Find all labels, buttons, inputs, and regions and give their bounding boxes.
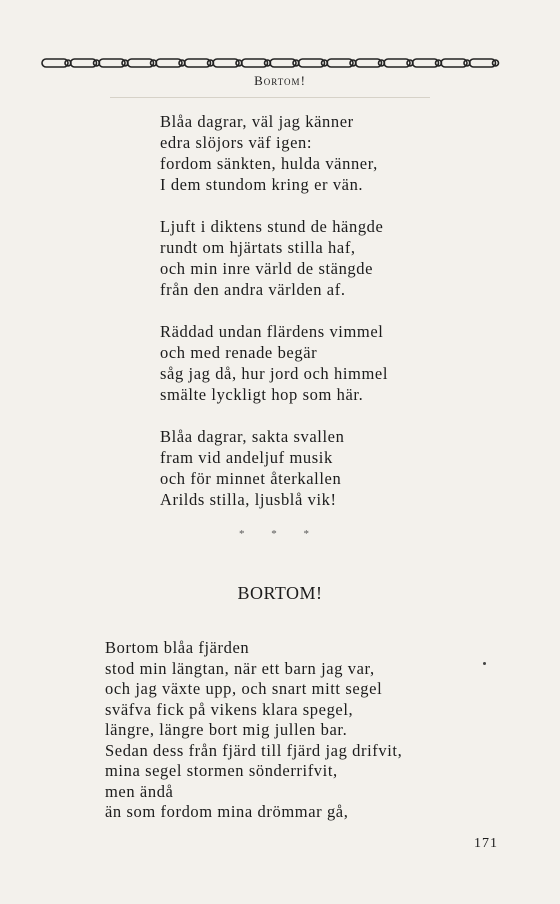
poem-one xyxy=(160,111,388,531)
verse-line: Arilds stilla, ljusblå vik! xyxy=(160,490,337,509)
verse-line: edra slöjors väf igen: xyxy=(160,133,313,152)
verse-line: men ändå xyxy=(105,781,174,801)
verse-line: och min inre värld de stängde xyxy=(160,259,374,278)
verse-line: sväfva fick på vikens klara spegel, xyxy=(105,699,354,719)
paper-speck xyxy=(483,662,486,665)
verse-line: Bortom blåa fjärden xyxy=(105,638,250,657)
verse-line: såg jag då, hur jord och himmel xyxy=(160,364,389,383)
poem-title: BORTOM! xyxy=(237,583,323,603)
decorative-border-ornament xyxy=(40,57,500,69)
header-rule xyxy=(110,97,430,98)
verse-line: Sedan dess från fjärd till fjärd jag drifvit, xyxy=(105,740,403,760)
verse-line: Blåa dagrar, sakta svallen xyxy=(160,427,345,446)
stanza xyxy=(160,426,388,510)
verse-line: än som fordom mina drömmar gå, xyxy=(105,802,349,821)
verse-line: längre, längre bort mig jullen bar. xyxy=(105,720,348,739)
verse-line: Räddad undan flärdens vimmel xyxy=(160,322,384,341)
verse-line: I dem stundom kring er vän. xyxy=(160,175,364,194)
verse-line: fram vid andeljuf musik xyxy=(160,448,333,467)
verse-line: Blåa dagrar, väl jag känner xyxy=(160,112,354,131)
stanza xyxy=(160,321,388,405)
verse-line: mina segel stormen sönderrifvit, xyxy=(105,761,338,780)
stanza xyxy=(160,216,388,300)
verse-line: från den andra världen af. xyxy=(160,280,346,299)
running-head: Bortom! xyxy=(254,73,306,88)
verse-line: stod min längtan, när ett barn jag var, xyxy=(105,658,375,678)
verse-line: rundt om hjärtats stilla haf, xyxy=(160,238,356,257)
poem-two xyxy=(105,638,402,823)
verse-line: Ljuft i diktens stund de hängde xyxy=(160,217,384,236)
verse-line: och för minnet återkallen xyxy=(160,469,342,488)
verse-line: och jag växte upp, och snart mitt segel xyxy=(105,679,383,698)
verse-line: och med renade begär xyxy=(160,343,318,362)
verse-line: smälte lyckligt hop som här. xyxy=(160,385,364,404)
verse-line: fordom sänkten, hulda vänner, xyxy=(160,154,378,173)
stanza xyxy=(160,111,388,195)
page-number: 171 xyxy=(474,836,498,851)
section-break-asterisms: * * * xyxy=(239,528,321,540)
